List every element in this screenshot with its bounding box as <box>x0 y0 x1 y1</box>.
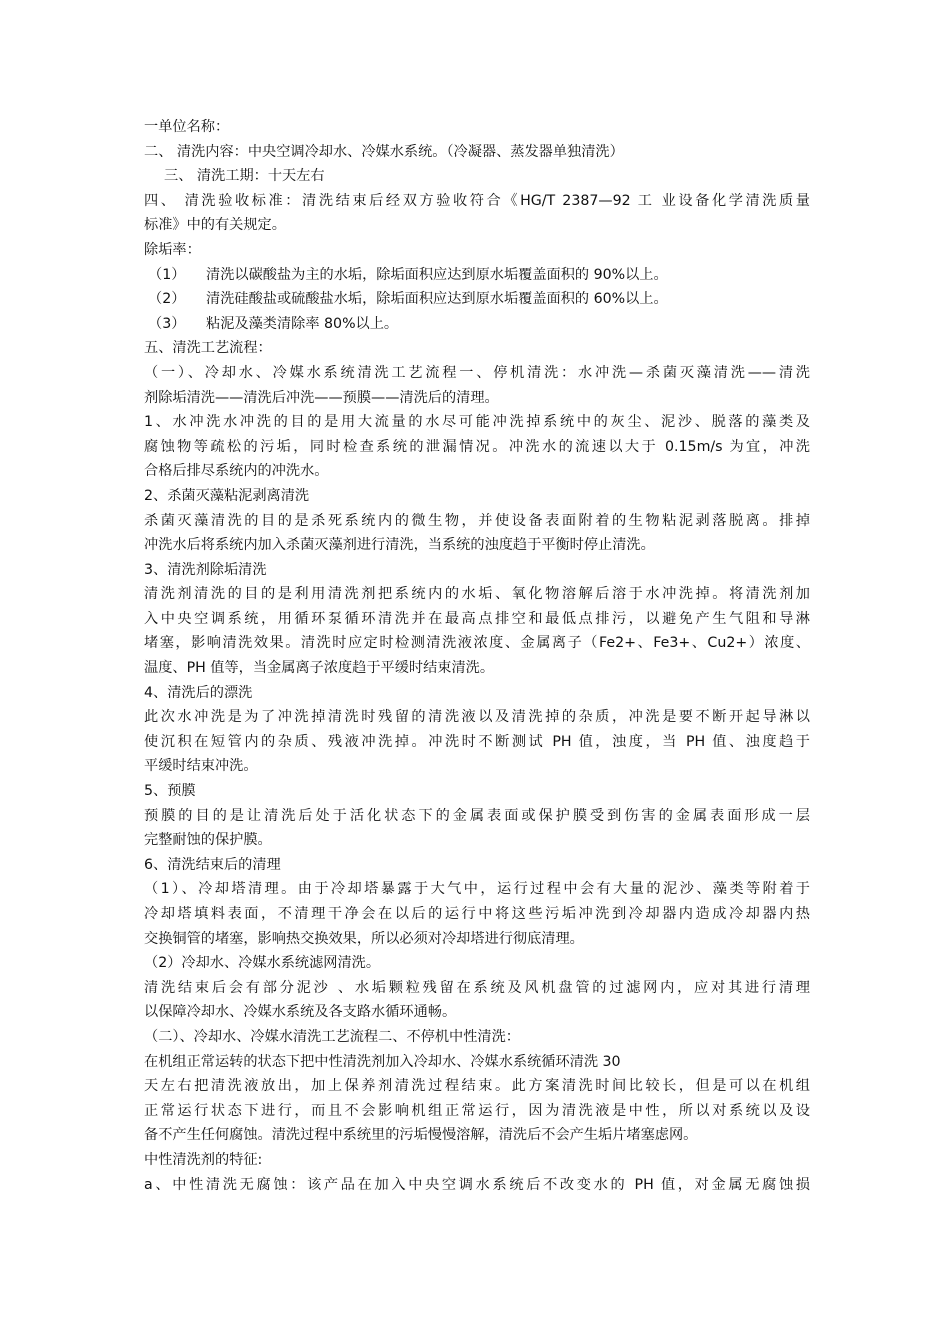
process-two-heading: （二）、冷却水、冷媒水清洗工艺流程二、不停机中性清洗： <box>144 1028 520 1045</box>
step4-heading: 4、清洗后的漂洗 <box>144 684 253 701</box>
step3-line: 清洗剂清洗的目的是利用清洗剂把系统内的水垢、氧化物溶解后溶于水冲洗掉。将清洗剂加 <box>144 586 810 603</box>
process-two-line: 正常运行状态下进行，而且不会影响机组正常运行，因为清洗液是中性，所以对系统以及设 <box>144 1102 810 1119</box>
step3-line: 入中央空调系统，用循环泵循环清洗并在最高点排空和最低点排污，以避免产生气阻和导淋 <box>144 610 810 627</box>
step1-line: 1、水冲洗水冲洗的目的是用大流量的水尽可能冲洗掉系统中的灰尘、泥沙、脱落的藻类及 <box>144 414 810 431</box>
step6-line: 清洗结束后会有部分泥沙 、水垢颗粒残留在系统及风机盘管的过滤网内，应对其进行清理 <box>144 979 810 996</box>
step6-line: 冷却塔填料表面，不清理干净会在以后的运行中将这些污垢冲洗到冷却器内造成冷却器内热 <box>144 906 810 922</box>
item-number: （2） <box>148 291 186 308</box>
acceptance-standard-cont: 标准》中的有关规定。 <box>144 217 286 234</box>
document-body <box>144 115 810 1197</box>
process-one-line: （一）、冷却水、冷媒水系统清洗工艺流程一、停机清洗：水冲洗—杀菌灭藻清洗——清洗 <box>144 364 810 381</box>
item-text: 清洗硅酸盐或硫酸盐水垢，除垢面积应达到原水垢覆盖面积的 60%以上。 <box>206 291 668 308</box>
step3-heading: 3、清洗剂除垢清洗 <box>144 561 267 578</box>
step1-line: 腐蚀物等疏松的污垢，同时检查系统的泄漏情况。冲洗水的流速以大于 0.15m/s 为宜，冲洗 <box>144 438 810 455</box>
item-text: 粘泥及藻类清除率 80%以上。 <box>206 315 399 332</box>
process-two-line: 在机组正常运转的状态下把中性清洗剂加入冷却水、冷媒水系统循环清洗 30 <box>144 1053 621 1070</box>
neutral-cleaner-heading: 中性清洗剂的特征: <box>144 1151 263 1168</box>
step6-line: 以保障冷却水、冷媒水系统及各支路水循环通畅。 <box>144 1004 457 1021</box>
step5-line: 预膜的目的是让清洗后处于活化状态下的金属表面或保护膜受到伤害的金属表面形成一层 <box>144 807 810 824</box>
item-number: （1） <box>148 266 186 283</box>
descaling-item-2 <box>144 287 810 312</box>
item-number: （3） <box>148 315 186 332</box>
step5-line: 完整耐蚀的保护膜。 <box>144 832 272 849</box>
process-one-cont: 剂除垢清洗——清洗后冲洗——预膜——清洗后的清理。 <box>144 389 499 406</box>
step4-line: 此次水冲洗是为了冲洗掉清洗时残留的清洗液以及清洗掉的杂质，冲洗是要不断开起导淋以 <box>144 709 810 726</box>
acceptance-standard-line: 四、 清洗验收标准：清洗结束后经双方验收符合《HG/T 2387—92 工 业设备化学清洗质量 <box>144 192 810 209</box>
step1-line: 合格后排尽系统内的冲洗水。 <box>144 463 329 480</box>
step6-heading: 6、清洗结束后的清理 <box>144 856 281 873</box>
item-text: 清洗以碳酸盐为主的水垢，除垢面积应达到原水垢覆盖面积的 90%以上。 <box>206 266 668 283</box>
cleaning-period-line: 三、 清洗工期：十天左右 <box>164 168 325 185</box>
process-two-line: 备不产生任何腐蚀。清洗过程中系统里的污垢慢慢溶解，清洗后不会产生垢片堵塞虑网。 <box>144 1127 698 1144</box>
step2-line: 冲洗水后将系统内加入杀菌灭藻剂进行清洗，当系统的浊度趋于平衡时停止清洗。 <box>144 537 655 554</box>
descaling-item-3 <box>144 312 810 337</box>
step3-line: 堵塞，影响清洗效果。清洗时应定时检测清洗液浓度、金属离子（Fe2+、Fe3+、Cu2+）浓度、 <box>144 635 810 652</box>
step4-line: 使沉积在短管内的杂质、残液冲洗掉。冲洗时不断测试 PH 值，浊度，当 PH 值、浊度趋于 <box>144 733 810 750</box>
step4-line: 平缓时结束冲洗。 <box>144 758 258 775</box>
process-two-line: 天左右把清洗液放出，加上保养剂清洗过程结束。此方案清洗时间比较长，但是可以在机组 <box>144 1078 810 1095</box>
step6-line: （1）、冷却塔清理。由于冷却塔暴露于大气中，运行过程中会有大量的泥沙、藻类等附着于 <box>144 881 810 898</box>
step6-subheading: （2）冷却水、冷媒水系统滤网清洗。 <box>144 955 381 972</box>
step2-heading: 2、杀菌灭藻粘泥剥离清洗 <box>144 487 310 504</box>
cleaning-content-line: 二、 清洗内容：中央空调冷却水、冷媒水系统。（冷凝器、蒸发器单独清洗） <box>144 143 624 160</box>
step2-line: 杀菌灭藻清洗的目的是杀死系统内的微生物，并使设备表面附着的生物粘泥剥落脱离。排掉 <box>144 512 810 529</box>
step5-heading: 5、预膜 <box>144 783 196 800</box>
process-heading: 五、清洗工艺流程： <box>144 340 272 357</box>
descaling-rate-heading: 除垢率： <box>144 241 201 258</box>
neutral-cleaner-line: a、中性清洗无腐蚀：该产品在加入中央空调水系统后不改变水的 PH 值，对金属无腐蚀损 <box>144 1176 810 1193</box>
unit-name-line: 一单位名称： <box>144 119 230 135</box>
descaling-item-1 <box>144 263 810 288</box>
step6-line: 交换铜管的堵塞，影响热交换效果，所以必须对冷却塔进行彻底清理。 <box>144 930 584 947</box>
step3-line: 温度、PH 值等，当金属离子浓度趋于平缓时结束清洗。 <box>144 660 495 677</box>
